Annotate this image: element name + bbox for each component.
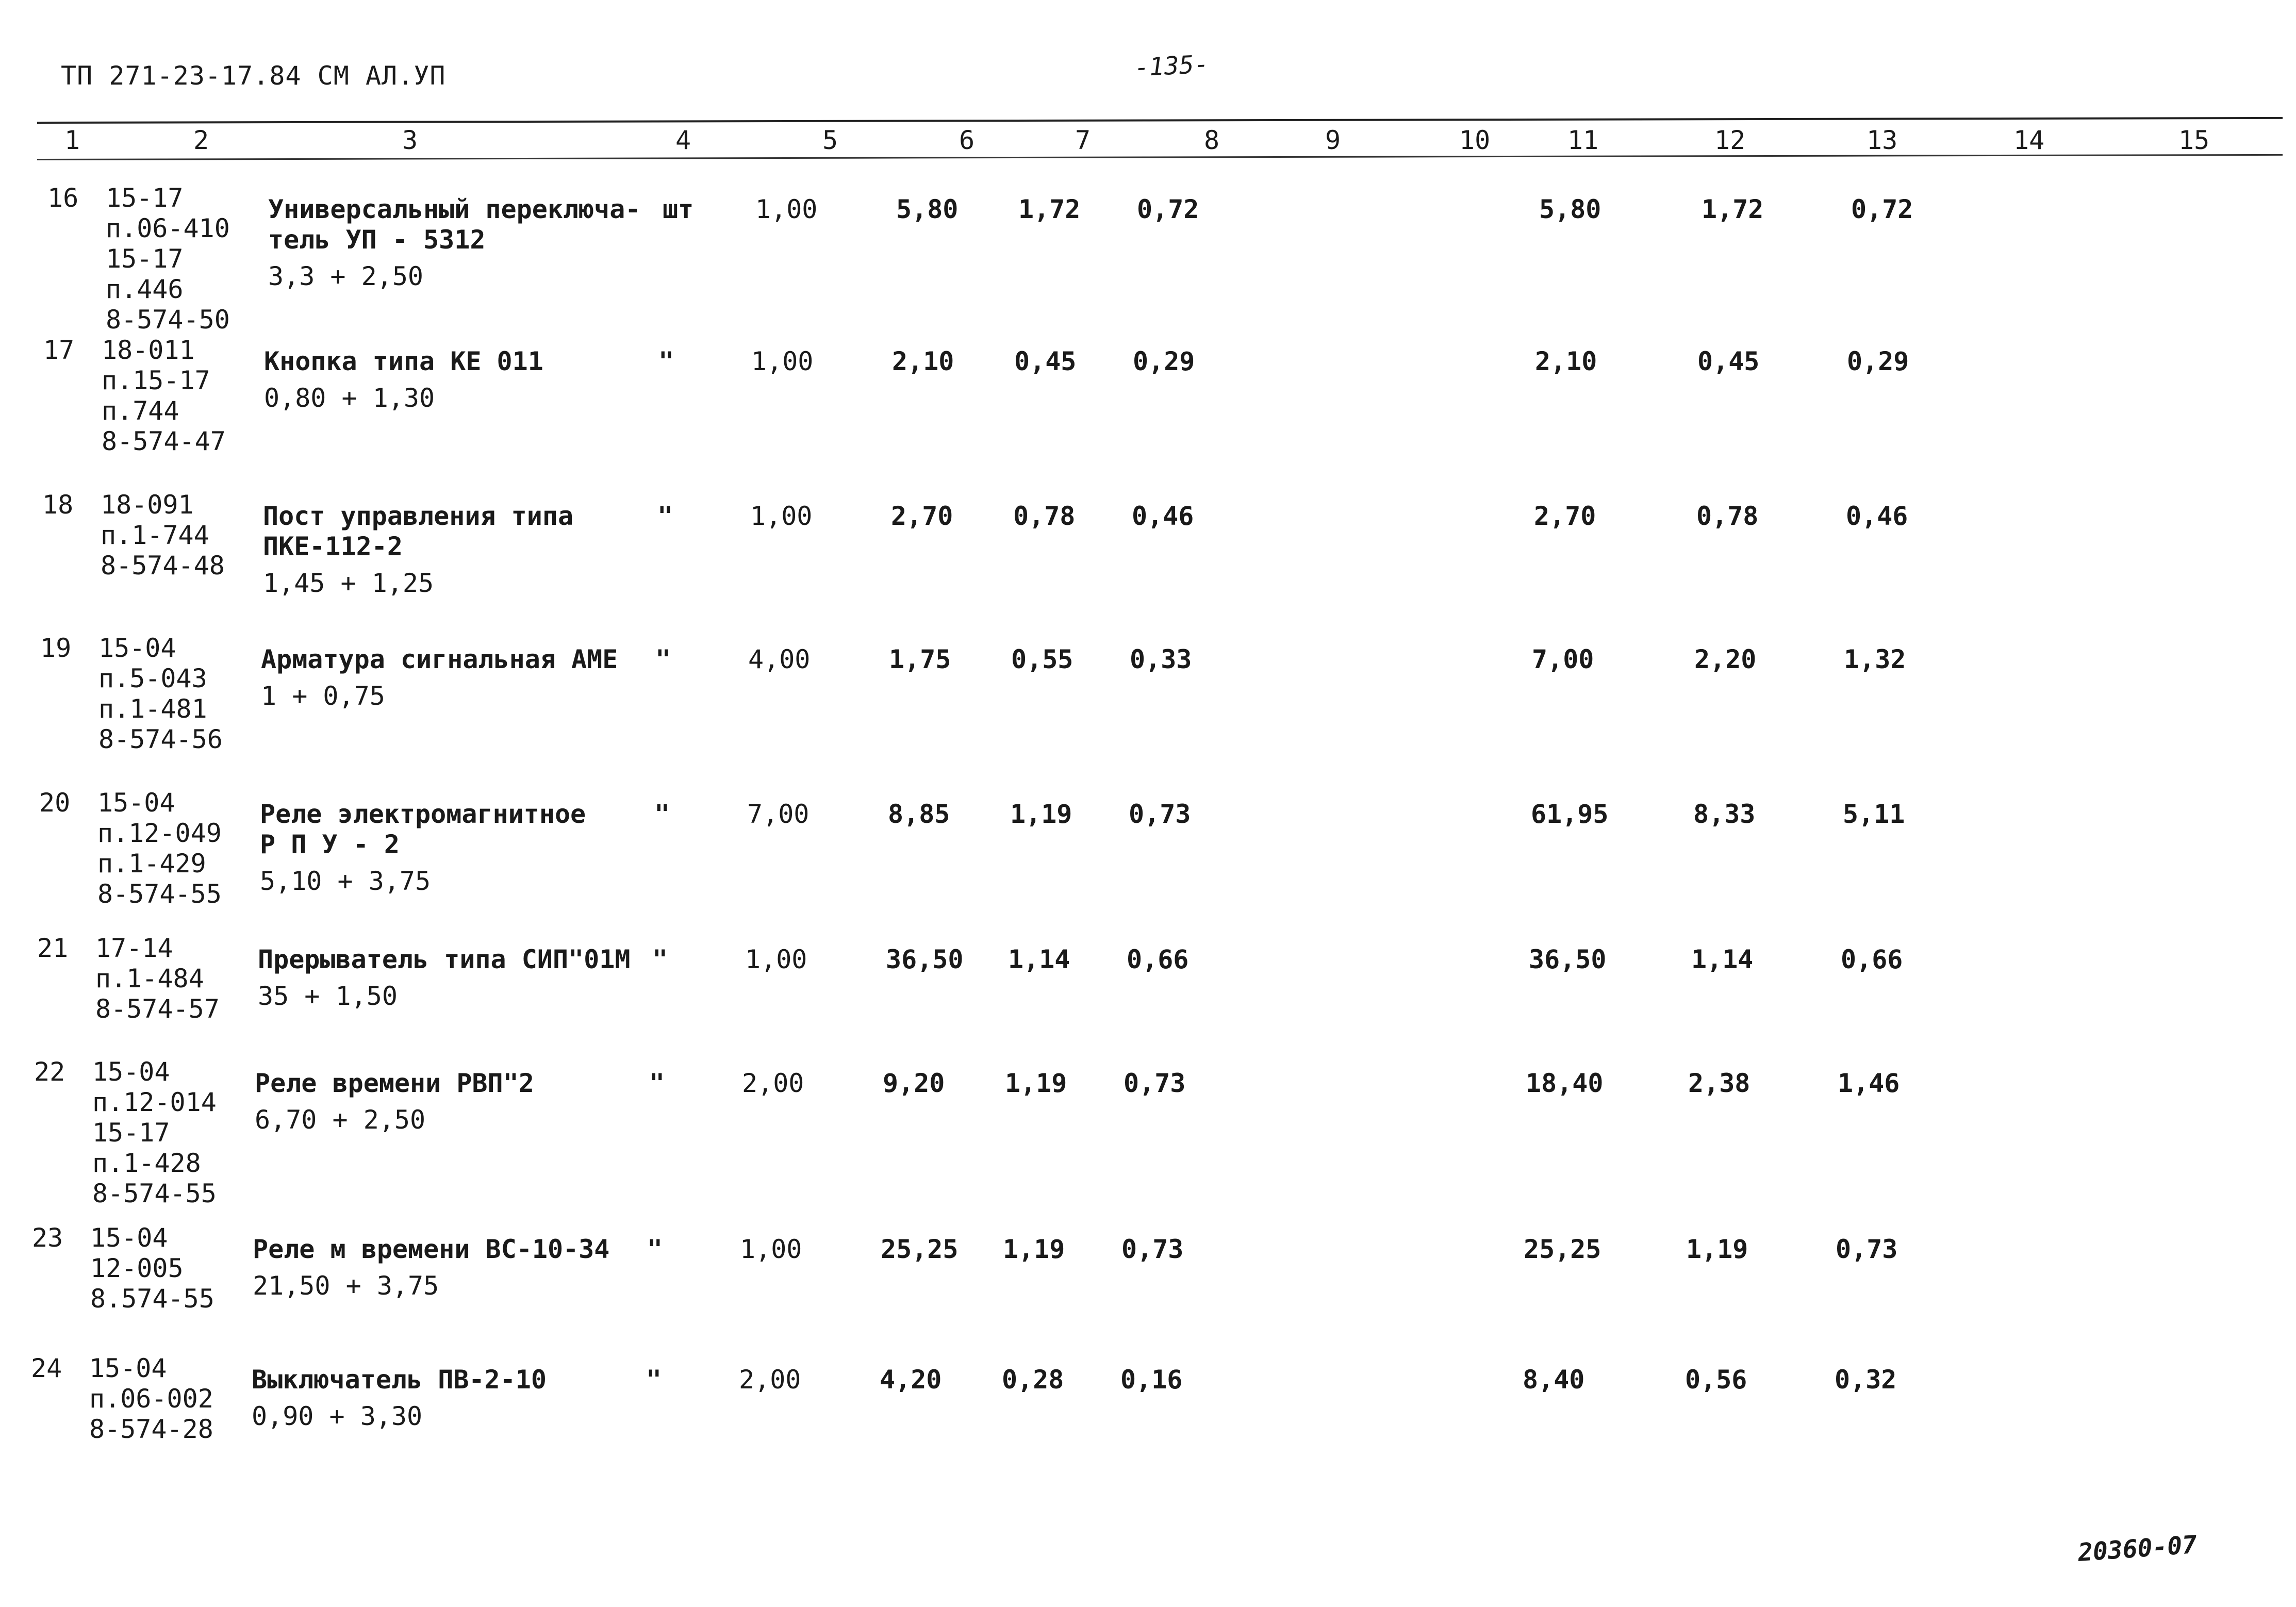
norm-code: 8-574-55 — [97, 879, 222, 909]
row-number: 23 — [32, 1223, 63, 1253]
value-qty: 1,00 — [745, 945, 807, 974]
item-name: Пост управления типа — [263, 501, 574, 531]
unit: " — [647, 1234, 663, 1264]
value-c12: 2,20 — [1694, 644, 1757, 674]
value-c11: 36,50 — [1529, 945, 1607, 974]
value-c8: 0,33 — [1130, 644, 1192, 674]
unit: " — [649, 1068, 665, 1098]
value-c7: 1,72 — [1018, 194, 1081, 224]
value-qty: 1,00 — [755, 194, 818, 224]
value-c6: 5,80 — [896, 194, 959, 224]
value-c6: 1,75 — [889, 644, 951, 674]
value-c11: 25,25 — [1524, 1234, 1601, 1264]
value-c13: 0,66 — [1841, 945, 1903, 974]
column-header-3: 3 — [402, 125, 418, 155]
value-c7: 0,78 — [1013, 501, 1076, 531]
norm-code: п.446 — [106, 274, 184, 304]
value-c13: 0,29 — [1847, 346, 1909, 376]
value-c7: 1,19 — [1005, 1068, 1067, 1098]
column-header-11: 11 — [1567, 125, 1599, 155]
value-c6: 36,50 — [886, 945, 964, 974]
unit: " — [652, 945, 668, 974]
norm-code: 8-574-47 — [102, 426, 226, 456]
row-number: 20 — [39, 788, 71, 818]
norm-code: 15-04 — [98, 633, 176, 663]
column-header-7: 7 — [1075, 125, 1091, 155]
value-c8: 0,73 — [1124, 1068, 1186, 1098]
norm-code: 8-574-50 — [106, 305, 230, 335]
norm-code: 15-04 — [92, 1057, 170, 1087]
value-c12: 1,14 — [1691, 945, 1754, 974]
column-header-4: 4 — [675, 125, 691, 155]
norm-code: 15-04 — [97, 788, 175, 818]
item-name: Выключатель ПВ-2-10 — [252, 1365, 547, 1395]
row-number: 17 — [43, 335, 75, 365]
row-number: 22 — [34, 1057, 65, 1087]
item-name: Реле электромагнитное — [260, 799, 586, 829]
header-rule-bottom — [37, 154, 2283, 160]
norm-code: 15-17 — [106, 183, 184, 213]
value-c8: 0,66 — [1127, 945, 1189, 974]
value-c12: 0,45 — [1697, 346, 1760, 376]
column-header-13: 13 — [1866, 125, 1898, 155]
archive-stamp: 20360-07 — [2077, 1530, 2198, 1567]
norm-code: 12-005 — [90, 1253, 184, 1283]
value-c13: 0,73 — [1836, 1234, 1898, 1264]
norm-code: 8-574-48 — [101, 551, 225, 581]
value-c7: 0,28 — [1002, 1365, 1064, 1395]
item-name: Р П У - 2 — [260, 830, 400, 859]
norm-code: п.1-484 — [95, 964, 204, 993]
doc-code: ТП 271-23-17.84 СМ АЛ.УП — [61, 61, 446, 91]
value-c13: 0,46 — [1846, 501, 1908, 531]
value-c11: 2,10 — [1535, 346, 1597, 376]
unit: " — [657, 501, 673, 531]
norm-code: п.1-744 — [101, 520, 209, 550]
item-formula: 6,70 + 2,50 — [255, 1105, 426, 1135]
norm-code: 15-04 — [90, 1223, 168, 1253]
norm-code: 18-011 — [102, 335, 195, 365]
value-c12: 8,33 — [1693, 799, 1756, 829]
norm-code: 18-091 — [101, 490, 194, 520]
item-name: тель УП - 5312 — [268, 225, 486, 255]
value-c12: 2,38 — [1688, 1068, 1750, 1098]
value-c12: 0,78 — [1696, 501, 1759, 531]
item-formula: 3,3 + 2,50 — [268, 261, 424, 291]
item-name: Кнопка типа КЕ 011 — [264, 346, 543, 376]
item-formula: 0,80 + 1,30 — [264, 383, 435, 413]
norm-code: 8-574-55 — [92, 1179, 217, 1208]
value-c13: 0,72 — [1851, 194, 1913, 224]
unit: " — [655, 644, 671, 674]
column-header-6: 6 — [959, 125, 975, 155]
norm-code: п.5-043 — [98, 664, 207, 693]
value-c7: 1,14 — [1008, 945, 1070, 974]
norm-code: п.15-17 — [102, 366, 210, 395]
unit: " — [658, 346, 674, 376]
norm-code: п.1-428 — [92, 1148, 201, 1178]
value-c6: 2,10 — [892, 346, 954, 376]
value-c13: 1,46 — [1838, 1068, 1900, 1098]
value-c8: 0,16 — [1120, 1365, 1183, 1395]
value-qty: 1,00 — [751, 346, 814, 376]
header-rule-top — [37, 117, 2283, 124]
norm-code: п.1-481 — [98, 694, 207, 724]
item-formula: 1 + 0,75 — [261, 681, 385, 711]
value-c7: 1,19 — [1003, 1234, 1065, 1264]
value-qty: 2,00 — [739, 1365, 801, 1395]
value-c12: 1,19 — [1686, 1234, 1748, 1264]
column-header-15: 15 — [2178, 125, 2210, 155]
item-formula: 35 + 1,50 — [258, 981, 398, 1011]
norm-code: 15-17 — [92, 1118, 170, 1148]
norm-code: 8-574-57 — [95, 994, 220, 1024]
item-formula: 1,45 + 1,25 — [263, 568, 434, 598]
value-qty: 1,00 — [750, 501, 813, 531]
value-c11: 8,40 — [1523, 1365, 1585, 1395]
column-header-2: 2 — [193, 125, 209, 155]
column-header-14: 14 — [2013, 125, 2045, 155]
row-number: 24 — [31, 1353, 62, 1383]
item-name: Реле м времени ВС-10-34 — [253, 1234, 610, 1264]
item-formula: 0,90 + 3,30 — [252, 1401, 423, 1431]
value-c13: 5,11 — [1843, 799, 1905, 829]
value-qty: 4,00 — [748, 644, 811, 674]
value-c13: 1,32 — [1844, 644, 1906, 674]
item-formula: 21,50 + 3,75 — [253, 1271, 439, 1301]
value-c6: 25,25 — [881, 1234, 959, 1264]
value-c12: 1,72 — [1702, 194, 1764, 224]
norm-code: п.12-014 — [92, 1087, 217, 1117]
norm-code: п.06-410 — [106, 213, 230, 243]
value-c11: 61,95 — [1531, 799, 1609, 829]
norm-code: 15-04 — [89, 1353, 167, 1383]
value-c13: 0,32 — [1835, 1365, 1897, 1395]
item-name: Реле времени РВП"2 — [255, 1068, 534, 1098]
value-c7: 0,55 — [1011, 644, 1073, 674]
value-c8: 0,73 — [1129, 799, 1191, 829]
norm-code: 8-574-28 — [89, 1414, 213, 1444]
norm-code: 17-14 — [95, 933, 173, 963]
norm-code: п.12-049 — [97, 818, 222, 848]
value-qty: 2,00 — [742, 1068, 804, 1098]
item-formula: 5,10 + 3,75 — [260, 866, 431, 896]
value-c7: 1,19 — [1010, 799, 1072, 829]
value-qty: 1,00 — [740, 1234, 802, 1264]
item-name: Универсальный переключа- — [268, 194, 641, 224]
value-c8: 0,73 — [1121, 1234, 1184, 1264]
unit: " — [654, 799, 670, 829]
item-name: Прерыватель типа СИП"01М — [258, 945, 631, 974]
row-number: 18 — [42, 490, 74, 520]
item-name: Арматура сигнальная АМЕ — [261, 644, 618, 674]
unit: " — [646, 1365, 662, 1395]
norm-code: 15-17 — [106, 244, 184, 274]
value-c7: 0,45 — [1014, 346, 1077, 376]
value-c11: 5,80 — [1539, 194, 1601, 224]
value-c8: 0,46 — [1132, 501, 1194, 531]
unit: шт — [663, 194, 694, 224]
value-c8: 0,29 — [1133, 346, 1195, 376]
norm-code: п.744 — [102, 396, 179, 426]
norm-code: 8-574-56 — [98, 724, 223, 754]
value-c6: 9,20 — [883, 1068, 945, 1098]
norm-code: п.1-429 — [97, 849, 206, 879]
column-header-9: 9 — [1325, 125, 1341, 155]
value-c6: 4,20 — [880, 1365, 942, 1395]
row-number: 19 — [40, 633, 72, 663]
column-header-8: 8 — [1204, 125, 1220, 155]
row-number: 16 — [47, 183, 79, 213]
column-header-1: 1 — [64, 125, 80, 155]
item-name: ПКЕ-112-2 — [263, 532, 403, 561]
column-header-5: 5 — [822, 125, 838, 155]
page-number: -135- — [1133, 49, 1210, 82]
value-qty: 7,00 — [747, 799, 810, 829]
norm-code: 8.574-55 — [90, 1284, 214, 1314]
value-c6: 8,85 — [888, 799, 950, 829]
value-c8: 0,72 — [1137, 194, 1199, 224]
value-c11: 7,00 — [1532, 644, 1594, 674]
column-header-12: 12 — [1714, 125, 1746, 155]
value-c11: 2,70 — [1534, 501, 1596, 531]
value-c12: 0,56 — [1685, 1365, 1747, 1395]
column-header-10: 10 — [1459, 125, 1491, 155]
value-c11: 18,40 — [1526, 1068, 1604, 1098]
value-c6: 2,70 — [891, 501, 953, 531]
norm-code: п.06-002 — [89, 1384, 213, 1414]
row-number: 21 — [37, 933, 69, 963]
